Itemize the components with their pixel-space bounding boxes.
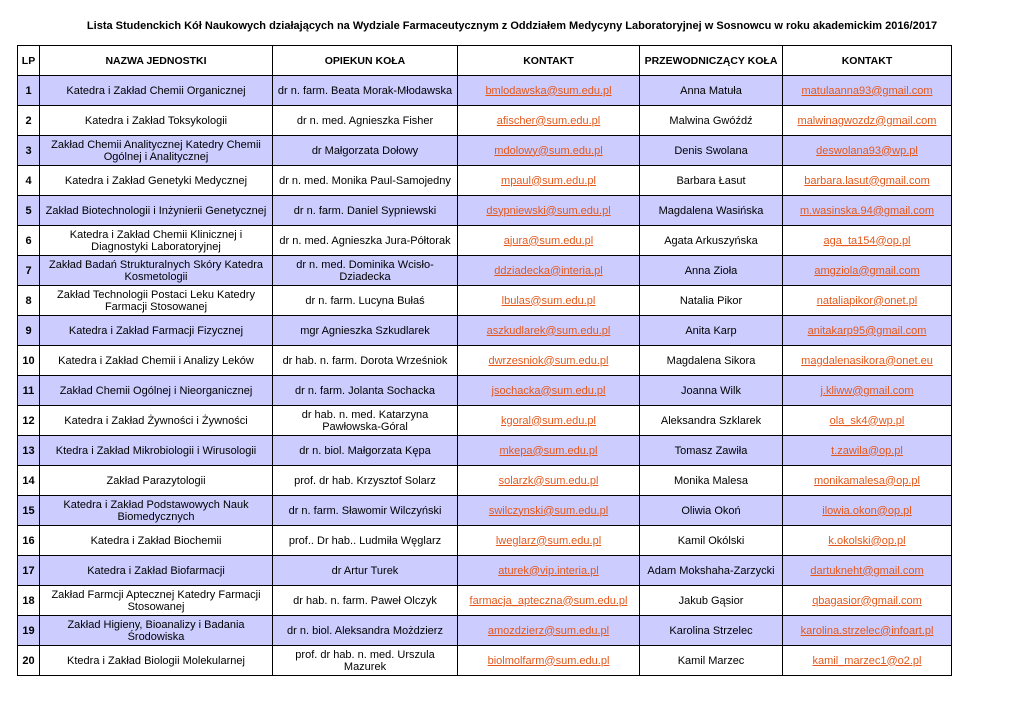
supervisor-name: dr Artur Turek <box>273 556 458 586</box>
table-row <box>18 286 952 316</box>
supervisor-email-link[interactable]: dwrzesniok@sum.edu.pl <box>488 354 609 367</box>
unit-name: Zakład Chemii Ogólnej i Nieorganicznej <box>40 376 273 406</box>
supervisor-name: prof.. Dr hab.. Ludmiła Węglarz <box>273 526 458 556</box>
table-row <box>18 346 952 376</box>
header-supervisor-contact: KONTAKT <box>458 46 640 76</box>
supervisor-email-cell <box>458 646 640 676</box>
supervisor-name: dr n. biol. Aleksandra Możdzierz <box>273 616 458 646</box>
supervisor-name: dr hab. n. farm. Dorota Wrześniok <box>273 346 458 376</box>
chair-email-link[interactable]: dartukneht@gmail.com <box>810 564 924 577</box>
table-body <box>18 76 952 676</box>
chair-email-link[interactable]: malwinagwozdz@gmail.com <box>797 114 937 127</box>
supervisor-name: dr n. farm. Beata Morak-Młodawska <box>273 76 458 106</box>
chair-email-cell <box>783 436 952 466</box>
table-row <box>18 166 952 196</box>
chair-email-link[interactable]: m.wasinska.94@gmail.com <box>799 204 935 217</box>
table-row <box>18 496 952 526</box>
row-number: 13 <box>18 436 40 466</box>
chair-email-cell <box>783 586 952 616</box>
supervisor-name: dr Małgorzata Dołowy <box>273 136 458 166</box>
supervisor-email-cell <box>458 256 640 286</box>
supervisor-email-cell <box>458 316 640 346</box>
chair-email-cell <box>783 466 952 496</box>
chair-email-cell <box>783 346 952 376</box>
table-row <box>18 616 952 646</box>
chair-email-link[interactable]: barbara.lasut@gmail.com <box>804 174 930 187</box>
chair-email-cell <box>783 106 952 136</box>
chair-name: Anita Karp <box>640 316 783 346</box>
chair-name: Magdalena Wasińska <box>640 196 783 226</box>
table-row <box>18 406 952 436</box>
chair-name: Adam Mokshaha-Zarzycki <box>640 556 783 586</box>
row-number: 8 <box>18 286 40 316</box>
unit-name: Katedra i Zakład Żywności i Żywności <box>40 406 273 436</box>
row-number: 5 <box>18 196 40 226</box>
row-number: 12 <box>18 406 40 436</box>
table-row <box>18 76 952 106</box>
supervisor-email-cell <box>458 406 640 436</box>
supervisor-email-cell <box>458 196 640 226</box>
row-number: 6 <box>18 226 40 256</box>
unit-name: Zakład Biotechnologii i Inżynierii Genetycznej <box>40 196 273 226</box>
supervisor-email-link[interactable]: bmlodawska@sum.edu.pl <box>485 84 612 97</box>
chair-email-link[interactable]: qbagasior@gmail.com <box>812 594 922 607</box>
supervisor-email-cell <box>458 346 640 376</box>
supervisor-email-link[interactable]: swilczynski@sum.edu.pl <box>488 504 609 517</box>
chair-email-cell <box>783 286 952 316</box>
chair-email-cell <box>783 556 952 586</box>
supervisor-email-cell <box>458 586 640 616</box>
supervisor-email-cell <box>458 616 640 646</box>
chair-name: Malwina Gwóźdź <box>640 106 783 136</box>
row-number: 1 <box>18 76 40 106</box>
row-number: 15 <box>18 496 40 526</box>
header-supervisor: OPIEKUN KOŁA <box>273 46 458 76</box>
chair-email-cell <box>783 526 952 556</box>
supervisor-email-link[interactable]: jsochacka@sum.edu.pl <box>491 384 606 397</box>
chair-email-link[interactable]: deswolana93@wp.pl <box>816 144 918 157</box>
supervisor-email-cell <box>458 496 640 526</box>
chair-name: Denis Swolana <box>640 136 783 166</box>
supervisor-email-cell <box>458 166 640 196</box>
chair-email-cell <box>783 496 952 526</box>
supervisor-name: dr n. farm. Sławomir Wilczyński <box>273 496 458 526</box>
unit-name: Zakład Badań Strukturalnych Skóry Katedra Kosmetologii <box>40 256 273 286</box>
row-number: 18 <box>18 586 40 616</box>
header-unit-name: NAZWA JEDNOSTKI <box>40 46 273 76</box>
unit-name: Katedra i Zakład Biofarmacji <box>40 556 273 586</box>
supervisor-email-cell <box>458 286 640 316</box>
supervisor-email-cell <box>458 76 640 106</box>
supervisor-email-link[interactable]: dsypniewski@sum.edu.pl <box>486 204 611 217</box>
unit-name: Katedra i Zakład Biochemii <box>40 526 273 556</box>
supervisor-email-link[interactable]: afischer@sum.edu.pl <box>496 114 601 127</box>
header-chair: PRZEWODNICZĄCY KOŁA <box>640 46 783 76</box>
supervisor-name: prof. dr hab. Krzysztof Solarz <box>273 466 458 496</box>
table-row <box>18 436 952 466</box>
row-number: 14 <box>18 466 40 496</box>
table-row <box>18 646 952 676</box>
unit-name: Zakład Higieny, Bioanalizy i Badania Środowiska <box>40 616 273 646</box>
supervisor-email-link[interactable]: kgoral@sum.edu.pl <box>501 414 596 427</box>
unit-name: Zakład Chemii Analitycznej Katedry Chemii Ogólnej i Analitycznej <box>40 136 273 166</box>
supervisor-email-cell <box>458 436 640 466</box>
chair-name: Barbara Łasut <box>640 166 783 196</box>
chair-email-link[interactable]: matulaanna93@gmail.com <box>801 84 933 97</box>
unit-name: Ktedra i Zakład Biologii Molekularnej <box>40 646 273 676</box>
supervisor-email-cell <box>458 226 640 256</box>
header-lp: LP <box>18 46 40 76</box>
supervisor-name: dr hab. n. med. Katarzyna Pawłowska-Góral <box>273 406 458 436</box>
unit-name: Katedra i Zakład Chemii Organicznej <box>40 76 273 106</box>
supervisor-name: dr n. med. Agnieszka Jura-Półtorak <box>273 226 458 256</box>
chair-email-cell <box>783 196 952 226</box>
row-number: 20 <box>18 646 40 676</box>
row-number: 10 <box>18 346 40 376</box>
row-number: 11 <box>18 376 40 406</box>
supervisor-name: dr n. farm. Daniel Sypniewski <box>273 196 458 226</box>
supervisor-email-link[interactable]: aturek@vip.interia.pl <box>498 564 599 577</box>
table-row <box>18 256 952 286</box>
chair-email-link[interactable]: t.zawila@op.pl <box>831 444 903 457</box>
supervisor-email-link[interactable]: mkepa@sum.edu.pl <box>499 444 598 457</box>
table-row <box>18 106 952 136</box>
supervisor-email-link[interactable]: lbulas@sum.edu.pl <box>501 294 596 307</box>
unit-name: Zakład Technologii Postaci Leku Katedry Farmacji Stosowanej <box>40 286 273 316</box>
row-number: 3 <box>18 136 40 166</box>
supervisor-email-cell <box>458 136 640 166</box>
unit-name: Katedra i Zakład Toksykologii <box>40 106 273 136</box>
chair-email-link[interactable]: j.kliww@gmail.com <box>820 384 914 397</box>
supervisor-email-cell <box>458 526 640 556</box>
chair-email-cell <box>783 226 952 256</box>
chair-email-link[interactable]: ola_sk4@wp.pl <box>829 414 905 427</box>
chair-email-link[interactable]: ilowia.okon@op.pl <box>822 504 912 517</box>
chair-email-cell <box>783 136 952 166</box>
table-row <box>18 316 952 346</box>
chair-email-cell <box>783 616 952 646</box>
unit-name: Zakład Parazytologii <box>40 466 273 496</box>
chair-name: Agata Arkuszyńska <box>640 226 783 256</box>
document-title: Lista Studenckich Kół Naukowych działających na Wydziale Farmaceutycznym z Oddziałem Medycyny Laboratoryjnej w Sosnowcu w roku akademickim 2016/2017 <box>86 20 938 32</box>
row-number: 9 <box>18 316 40 346</box>
chair-email-link[interactable]: kamil_marzec1@o2.pl <box>812 654 922 667</box>
supervisor-email-link[interactable]: farmacja_apteczna@sum.edu.pl <box>469 594 628 607</box>
unit-name: Ktedra i Zakład Mikrobiologii i Wirusologii <box>40 436 273 466</box>
supervisor-name: mgr Agnieszka Szkudlarek <box>273 316 458 346</box>
chair-name: Joanna Wilk <box>640 376 783 406</box>
supervisor-name: prof. dr hab. n. med. Urszula Mazurek <box>273 646 458 676</box>
chair-email-cell <box>783 256 952 286</box>
supervisor-email-link[interactable]: solarzk@sum.edu.pl <box>498 474 599 487</box>
chair-name: Karolina Strzelec <box>640 616 783 646</box>
supervisor-email-cell <box>458 556 640 586</box>
supervisor-name: dr n. med. Dominika Wcisło-Dziadecka <box>273 256 458 286</box>
row-number: 17 <box>18 556 40 586</box>
row-number: 7 <box>18 256 40 286</box>
supervisor-email-cell <box>458 106 640 136</box>
chair-email-link[interactable]: magdalenasikora@onet.eu <box>801 354 933 367</box>
unit-name: Katedra i Zakład Podstawowych Nauk Biomedycznych <box>40 496 273 526</box>
table-header-row <box>18 46 952 76</box>
chair-email-link[interactable]: k.okolski@op.pl <box>828 534 906 547</box>
chair-name: Kamil Okólski <box>640 526 783 556</box>
chair-email-link[interactable]: anitakarp95@gmail.com <box>807 324 927 337</box>
table-row <box>18 136 952 166</box>
supervisor-name: dr n. med. Monika Paul-Samojedny <box>273 166 458 196</box>
unit-name: Katedra i Zakład Chemii Klinicznej i Diagnostyki Laboratoryjnej <box>40 226 273 256</box>
supervisor-email-link[interactable]: lweglarz@sum.edu.pl <box>495 534 602 547</box>
chair-name: Natalia Pikor <box>640 286 783 316</box>
chair-email-cell <box>783 166 952 196</box>
supervisor-name: dr n. farm. Lucyna Bułaś <box>273 286 458 316</box>
supervisor-name: dr n. farm. Jolanta Sochacka <box>273 376 458 406</box>
supervisor-email-link[interactable]: mdolowy@sum.edu.pl <box>494 144 603 157</box>
chair-name: Oliwia Okoń <box>640 496 783 526</box>
table-row <box>18 586 952 616</box>
row-number: 19 <box>18 616 40 646</box>
table-row <box>18 196 952 226</box>
chair-name: Magdalena Sikora <box>640 346 783 376</box>
supervisor-email-link[interactable]: biolmolfarm@sum.edu.pl <box>487 654 610 667</box>
supervisor-email-link[interactable]: aszkudlarek@sum.edu.pl <box>486 324 611 337</box>
chair-email-cell <box>783 316 952 346</box>
supervisor-email-link[interactable]: ajura@sum.edu.pl <box>503 234 594 247</box>
chair-email-cell <box>783 376 952 406</box>
unit-name: Katedra i Zakład Chemii i Analizy Leków <box>40 346 273 376</box>
supervisor-email-link[interactable]: mpaul@sum.edu.pl <box>501 174 596 187</box>
supervisor-email-cell <box>458 466 640 496</box>
supervisor-name: dr n. med. Agnieszka Fisher <box>273 106 458 136</box>
unit-name: Katedra i Zakład Genetyki Medycznej <box>40 166 273 196</box>
chair-name: Jakub Gąsior <box>640 586 783 616</box>
supervisor-name: dr n. biol. Małgorzata Kępa <box>273 436 458 466</box>
table-row <box>18 526 952 556</box>
chair-email-link[interactable]: karolina.strzelec@infoart.pl <box>800 624 934 637</box>
chair-email-cell <box>783 406 952 436</box>
chair-name: Tomasz Zawiła <box>640 436 783 466</box>
unit-name: Katedra i Zakład Farmacji Fizycznej <box>40 316 273 346</box>
supervisor-email-cell <box>458 376 640 406</box>
chair-name: Kamil Marzec <box>640 646 783 676</box>
row-number: 16 <box>18 526 40 556</box>
chair-name: Monika Malesa <box>640 466 783 496</box>
table-row <box>18 466 952 496</box>
chair-name: Anna Matuła <box>640 76 783 106</box>
chair-email-link[interactable]: nataliapikor@onet.pl <box>816 294 918 307</box>
header-chair-contact: KONTAKT <box>783 46 952 76</box>
table-row <box>18 226 952 256</box>
chair-email-cell <box>783 76 952 106</box>
chair-email-link[interactable]: amgziola@gmail.com <box>814 264 920 277</box>
table-row <box>18 376 952 406</box>
chair-email-link[interactable]: monikamalesa@op.pl <box>814 474 920 487</box>
chair-email-link[interactable]: aga_ta154@op.pl <box>823 234 911 247</box>
chair-name: Aleksandra Szklarek <box>640 406 783 436</box>
supervisor-email-link[interactable]: amozdzierz@sum.edu.pl <box>487 624 610 637</box>
row-number: 2 <box>18 106 40 136</box>
student-clubs-table <box>17 45 952 676</box>
chair-email-cell <box>783 646 952 676</box>
table-row <box>18 556 952 586</box>
supervisor-email-link[interactable]: ddziadecka@interia.pl <box>494 264 603 277</box>
row-number: 4 <box>18 166 40 196</box>
chair-name: Anna Zioła <box>640 256 783 286</box>
unit-name: Zakład Farmcji Aptecznej Katedry Farmacji Stosowanej <box>40 586 273 616</box>
supervisor-name: dr hab. n. farm. Paweł Olczyk <box>273 586 458 616</box>
